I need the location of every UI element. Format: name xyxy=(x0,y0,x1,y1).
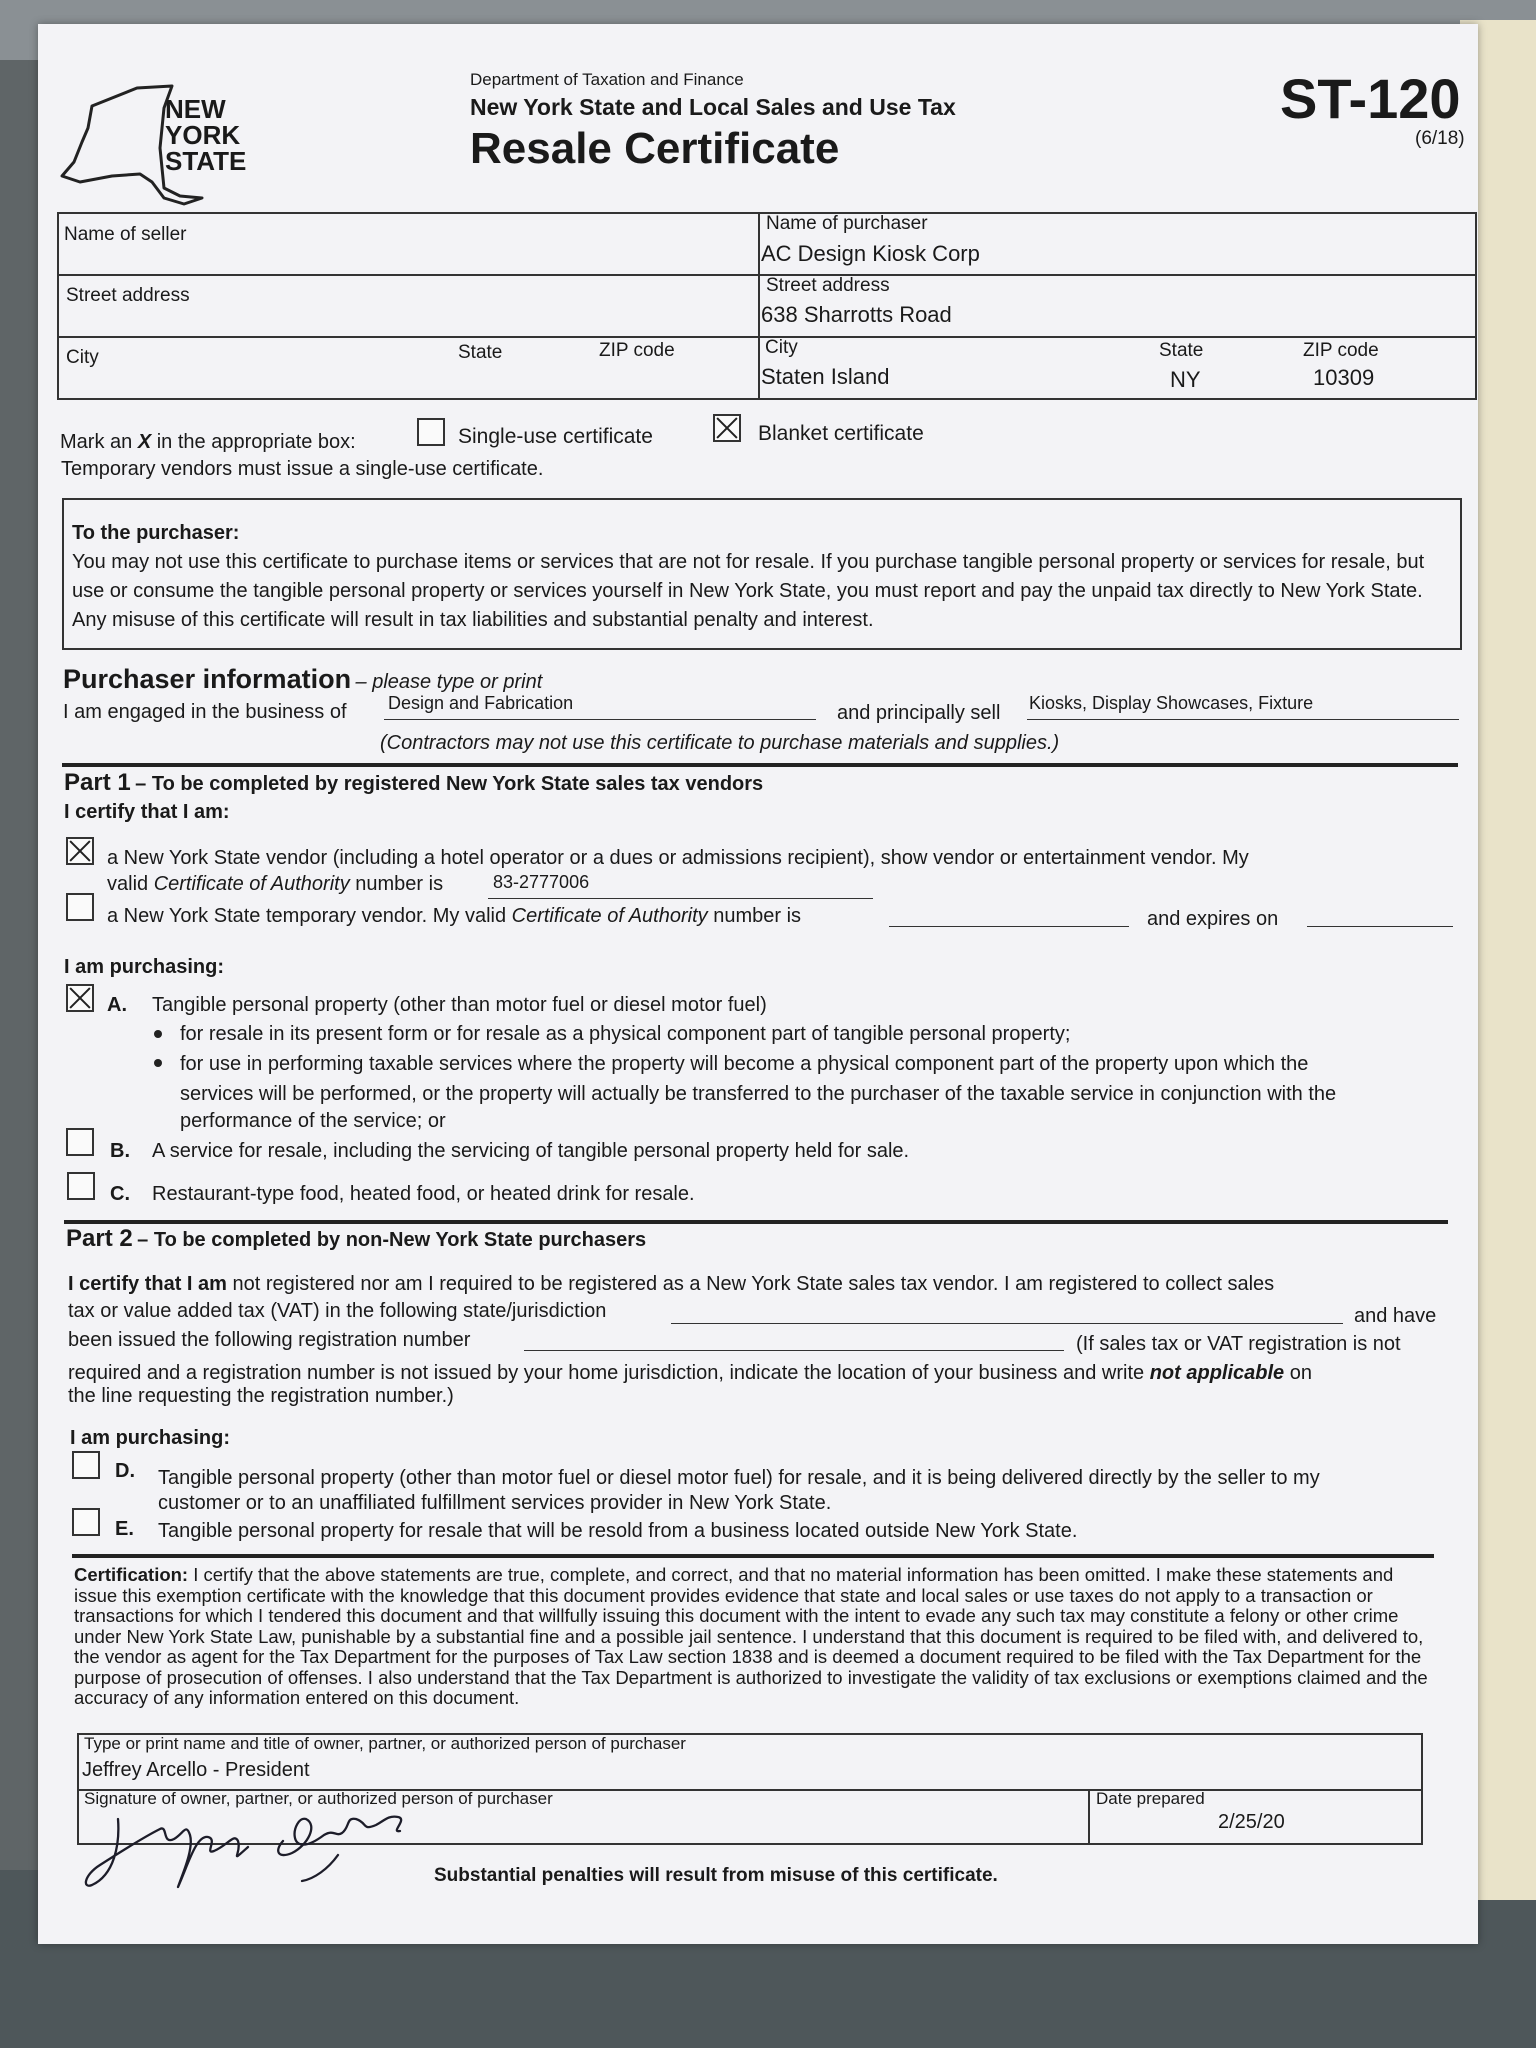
contractor-note: (Contractors may not use this certificate to purchase materials and supplies.) xyxy=(380,732,1060,754)
item-d-line-2: customer or to an unaffiliated fulfillment services provider in New York State. xyxy=(158,1492,832,1514)
item-a-bullet-2-line-2: services will be performed, or the property will actually be transferred to the purchaser of the taxable service in conjunction with the xyxy=(180,1083,1337,1105)
logo-line-2: YORK xyxy=(165,120,241,150)
form-title: Resale Certificate xyxy=(470,124,840,173)
temp-authority-number-line[interactable] xyxy=(889,926,1129,927)
single-use-label: Single-use certificate xyxy=(458,425,653,448)
item-a-bullet-2-line-3: performance of the service; or xyxy=(180,1110,446,1132)
item-a-letter: A. xyxy=(107,994,127,1016)
temporary-vendor-note: Temporary vendors must issue a single-use certificate. xyxy=(61,458,544,480)
business-label: I am engaged in the business of xyxy=(63,701,347,723)
business-value[interactable]: Design and Fabrication xyxy=(388,693,574,713)
item-c-checkbox[interactable] xyxy=(67,1172,95,1200)
registration-number-line[interactable] xyxy=(524,1350,1064,1351)
purchaser-state-value[interactable]: NY xyxy=(1170,367,1201,392)
purchaser-name-value[interactable]: AC Design Kiosk Corp xyxy=(761,241,980,266)
sell-value[interactable]: Kiosks, Display Showcases, Fixture xyxy=(1029,693,1314,713)
part2-purchasing: I am purchasing: xyxy=(70,1427,231,1449)
item-d-line-1: Tangible personal property (other than motor fuel or diesel motor fuel) for resale, and it is being delivered directly by the seller to my xyxy=(158,1467,1320,1489)
item-c-letter: C. xyxy=(110,1183,130,1205)
expires-label: and expires on xyxy=(1147,908,1279,930)
purchaser-info-heading: Purchaser information – please type or print xyxy=(63,664,543,694)
purchaser-city-value[interactable]: Staten Island xyxy=(761,364,890,389)
signature-label: Signature of owner, partner, or authorized person of purchaser xyxy=(84,1789,553,1808)
blanket-checkbox[interactable] xyxy=(713,414,741,442)
purchaser-city-label: City xyxy=(765,337,798,358)
part2-line-4: required and a registration number is not issued by your home jurisdiction, indicate the location of your business and write not applicable on xyxy=(68,1362,1312,1384)
part1-heading: Part 1 – To be completed by registered New York State sales tax vendors xyxy=(64,769,764,796)
item-e-checkbox[interactable] xyxy=(72,1508,100,1536)
part1-purchasing: I am purchasing: xyxy=(64,956,225,978)
sell-label: and principally sell xyxy=(837,702,1001,724)
part2-line-1: I certify that I am not registered nor am I required to be registered as a New York State sales tax vendor. I am registered to collect sales xyxy=(68,1273,1275,1295)
seller-state-label: State xyxy=(458,342,503,363)
item-d-checkbox[interactable] xyxy=(72,1451,100,1479)
form-revision: (6/18) xyxy=(1415,128,1465,149)
item-e-letter: E. xyxy=(115,1518,134,1540)
item-b-text: A service for resale, including the servicing of tangible personal property held for sale. xyxy=(152,1140,910,1162)
purchaser-notice-box xyxy=(62,498,1462,650)
purchaser-street-label: Street address xyxy=(766,275,890,296)
purchaser-zip-value[interactable]: 10309 xyxy=(1313,365,1375,390)
form-subtitle: New York State and Local Sales and Use Tax xyxy=(470,94,956,120)
seller-name-label: Name of seller xyxy=(64,224,187,245)
vendor-line-1: a New York State vendor (including a hotel operator or a dues or admissions recipient), show vendor or entertainment vendor. My xyxy=(107,847,1249,869)
jurisdiction-line[interactable] xyxy=(671,1323,1343,1324)
part1-certify: I certify that I am: xyxy=(64,801,230,823)
part2-line-5: the line requesting the registration number.) xyxy=(68,1385,454,1407)
item-c-text: Restaurant-type food, heated food, or heated drink for resale. xyxy=(152,1183,695,1205)
seller-street-label: Street address xyxy=(66,285,190,306)
item-b-checkbox[interactable] xyxy=(66,1128,94,1156)
item-d-letter: D. xyxy=(115,1460,135,1482)
part2-line-3: been issued the following registration number xyxy=(68,1329,471,1351)
nys-vendor-checkbox[interactable] xyxy=(66,837,94,865)
logo-line-3: STATE xyxy=(165,146,247,176)
handwritten-signature xyxy=(78,1795,458,1895)
authority-number-value[interactable]: 83-2777006 xyxy=(493,872,590,892)
part2-line-2: tax or value added tax (VAT) in the following state/jurisdiction xyxy=(68,1300,607,1322)
vendor-line-2: valid Certificate of Authority number is xyxy=(107,873,444,895)
temporary-vendor-checkbox[interactable] xyxy=(66,893,94,921)
signer-name-value[interactable]: Jeffrey Arcello - President xyxy=(82,1759,310,1781)
signer-name-label: Type or print name and title of owner, partner, or authorized person of purchaser xyxy=(84,1734,686,1753)
notice-heading: To the purchaser: xyxy=(72,522,240,544)
certificate-type-prompt: Mark an X in the appropriate box: xyxy=(60,431,356,453)
part2-line-3-end: (If sales tax or VAT registration is not xyxy=(1076,1333,1401,1355)
item-e-text: Tangible personal property for resale that will be resold from a business located outside New York State. xyxy=(158,1520,1078,1542)
item-a-bullet-2-line-1: for use in performing taxable services where the property will become a physical component part of the property upon which the xyxy=(180,1053,1309,1075)
expires-on-line[interactable] xyxy=(1307,926,1453,927)
certification-text: Certification: I certify that the above statements are true, complete, and correct, and that no material information has been omitted. I make these statements and issue this exemption certificate with the knowledge that this document provides evidence that state and local sales or use taxes do not apply to a transaction or transactions for which I tendered this document and that willfully issuing this document with the intent to evade any such tax may constitute a felony or other crime under New York State Law, punishable by a substantial fine and a possible jail sentence. I understand that this document is required to be filed with, and delivered to, the vendor as agent for the Tax Department for the purposes of Tax Law section 1838 and is deemed a document required to be filed with the Tax Department for the purpose of prosecution of offenses. I also understand that the Tax Department is authorized to investigate the validity of tax exclusions or exemptions claimed and the accuracy of any information entered on this document. xyxy=(74,1564,1428,1708)
logo-wordmark xyxy=(165,96,246,174)
part2-heading: Part 2 – To be completed by non-New York State purchasers xyxy=(66,1225,647,1252)
date-value[interactable]: 2/25/20 xyxy=(1218,1811,1285,1833)
notice-body: You may not use this certificate to purchase items or services that are not for resale. If you purchase tangible personal property or services for resale, but use or consume the tangible personal property or services yourself in New York State, you must report and pay the unpaid tax directly to New York State. Any misuse of this certificate will result in tax liabilities and substantial penalty and interest. xyxy=(72,551,1425,631)
single-use-checkbox[interactable] xyxy=(417,418,445,446)
date-label: Date prepared xyxy=(1096,1789,1205,1808)
item-a-bullet-1: for resale in its present form or for resale as a physical component part of tangible personal property; xyxy=(180,1023,1071,1045)
logo-line-1: NEW xyxy=(165,94,226,124)
seller-city-label: City xyxy=(66,347,99,368)
blanket-label: Blanket certificate xyxy=(758,422,924,445)
purchaser-name-label: Name of purchaser xyxy=(766,213,928,234)
item-a-text: Tangible personal property (other than motor fuel or diesel motor fuel) xyxy=(152,994,767,1016)
purchaser-street-value[interactable]: 638 Sharrotts Road xyxy=(761,302,952,327)
item-a-checkbox[interactable] xyxy=(66,984,94,1012)
form-number: ST-120 xyxy=(1280,67,1461,130)
purchaser-state-label: State xyxy=(1159,340,1204,361)
penalty-warning: Substantial penalties will result from misuse of this certificate. xyxy=(434,1865,998,1886)
part2-line-2-end: and have xyxy=(1354,1305,1437,1327)
item-b-letter: B. xyxy=(110,1140,130,1162)
seller-zip-label: ZIP code xyxy=(599,340,675,361)
purchaser-zip-label: ZIP code xyxy=(1303,340,1379,361)
temp-vendor-line: a New York State temporary vendor. My valid Certificate of Authority number is xyxy=(107,905,802,927)
department-name: Department of Taxation and Finance xyxy=(470,70,744,89)
